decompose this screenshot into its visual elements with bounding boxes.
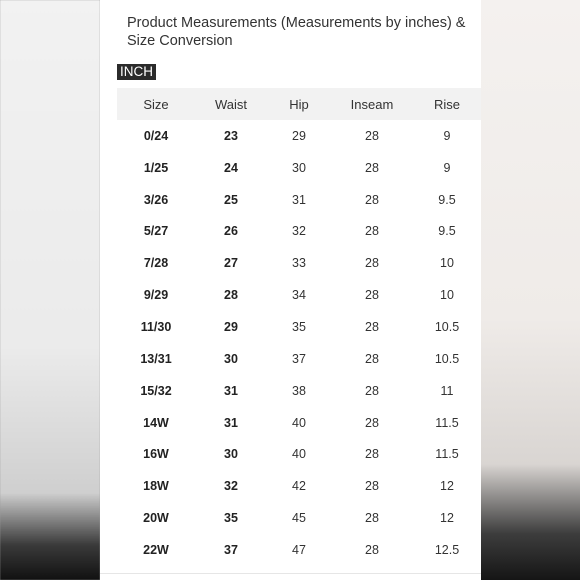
table-row — [117, 216, 481, 248]
cell-waist: 30 — [224, 447, 238, 462]
cell-size: 13/31 — [140, 351, 172, 366]
header-inseam: Inseam — [350, 96, 394, 112]
cell-inseam: 28 — [365, 447, 379, 462]
cell-hip: 34 — [292, 288, 306, 303]
cell-inseam: 28 — [365, 256, 379, 271]
cell-size: 3/26 — [143, 192, 169, 207]
cell-waist: 28 — [224, 288, 238, 303]
cell-inseam: 28 — [365, 511, 379, 526]
cell-waist: 25 — [224, 192, 238, 207]
cell-hip: 31 — [292, 192, 306, 207]
table-row — [117, 438, 481, 470]
cell-waist: 30 — [224, 351, 238, 366]
cell-rise: 11.5 — [435, 447, 459, 462]
cell-rise: 10.5 — [434, 351, 460, 366]
cell-hip: 33 — [292, 256, 306, 271]
cell-rise: 9 — [443, 160, 451, 175]
cell-hip: 32 — [292, 224, 306, 239]
cell-size: 14W — [143, 415, 169, 430]
table-row — [117, 152, 481, 184]
cell-rise: 9.5 — [438, 224, 456, 239]
cell-waist: 35 — [224, 511, 238, 526]
cell-hip: 42 — [292, 479, 306, 494]
cell-rise: 12.5 — [434, 542, 460, 557]
cell-inseam: 28 — [365, 288, 379, 303]
cell-inseam: 28 — [365, 542, 379, 557]
cell-size: 16W — [143, 447, 169, 462]
table-row — [117, 375, 481, 407]
cell-waist: 31 — [224, 415, 238, 430]
cell-size: 20W — [143, 511, 169, 526]
cell-rise: 10 — [440, 288, 454, 303]
cell-rise: 10.5 — [434, 319, 460, 334]
bottom-divider — [100, 573, 481, 574]
unit-badge: INCH — [117, 64, 156, 80]
cell-inseam: 28 — [365, 351, 379, 366]
cell-rise: 9.5 — [438, 192, 456, 207]
header-rise: Rise — [433, 96, 460, 112]
header-size: Size — [143, 96, 169, 112]
cell-size: 7/28 — [143, 256, 169, 271]
table-header — [117, 88, 481, 120]
header-waist: Waist — [214, 96, 248, 112]
cell-hip: 40 — [292, 415, 306, 430]
table-row — [117, 534, 481, 566]
cell-inseam: 28 — [365, 160, 379, 175]
cell-inseam: 28 — [365, 192, 379, 207]
table-row — [117, 184, 481, 216]
cell-hip: 45 — [292, 511, 306, 526]
cell-inseam: 28 — [365, 383, 379, 398]
cell-rise: 12 — [440, 479, 454, 494]
cell-rise: 10 — [440, 256, 454, 271]
cell-inseam: 28 — [365, 319, 379, 334]
cell-hip: 38 — [292, 383, 306, 398]
cell-size: 1/25 — [143, 160, 169, 175]
cell-size: 9/29 — [143, 288, 169, 303]
cell-hip: 29 — [292, 128, 306, 143]
cell-inseam: 28 — [365, 224, 379, 239]
cell-waist: 37 — [224, 542, 238, 557]
table-row — [117, 311, 481, 343]
cell-hip: 30 — [292, 160, 306, 175]
cell-waist: 26 — [224, 224, 238, 239]
table-body — [117, 120, 481, 566]
cell-rise: 12 — [440, 511, 454, 526]
cell-size: 11/30 — [140, 319, 172, 334]
cell-waist: 27 — [224, 256, 238, 271]
table-row — [117, 502, 481, 534]
cell-size: 0/24 — [143, 128, 169, 143]
cell-inseam: 28 — [365, 415, 379, 430]
cell-waist: 31 — [224, 383, 238, 398]
size-chart-card — [100, 0, 481, 580]
cell-hip: 47 — [292, 542, 306, 557]
table-row — [117, 343, 481, 375]
table-row — [117, 279, 481, 311]
cell-rise: 11.5 — [435, 415, 459, 430]
cell-waist: 24 — [224, 160, 238, 175]
cell-rise: 9 — [443, 128, 451, 143]
header-hip: Hip — [289, 96, 309, 112]
cell-size: 22W — [143, 542, 169, 557]
cell-inseam: 28 — [365, 479, 379, 494]
table-row — [117, 247, 481, 279]
cell-waist: 29 — [224, 319, 238, 334]
cell-hip: 40 — [292, 447, 306, 462]
table-row — [117, 407, 481, 439]
cell-waist: 32 — [224, 479, 238, 494]
background-left — [0, 0, 100, 580]
cell-size: 18W — [143, 479, 169, 494]
table-row — [117, 120, 481, 152]
table-row — [117, 470, 481, 502]
cell-size: 15/32 — [140, 383, 172, 398]
page-title: Product Measurements (Measurements by inches) & Size Conversion — [127, 15, 466, 49]
cell-rise: 11 — [440, 383, 454, 398]
cell-waist: 23 — [224, 128, 238, 143]
cell-hip: 35 — [292, 319, 306, 334]
background-right — [481, 0, 580, 580]
size-table — [117, 88, 481, 566]
cell-hip: 37 — [292, 351, 306, 366]
cell-inseam: 28 — [365, 128, 379, 143]
cell-size: 5/27 — [143, 224, 169, 239]
